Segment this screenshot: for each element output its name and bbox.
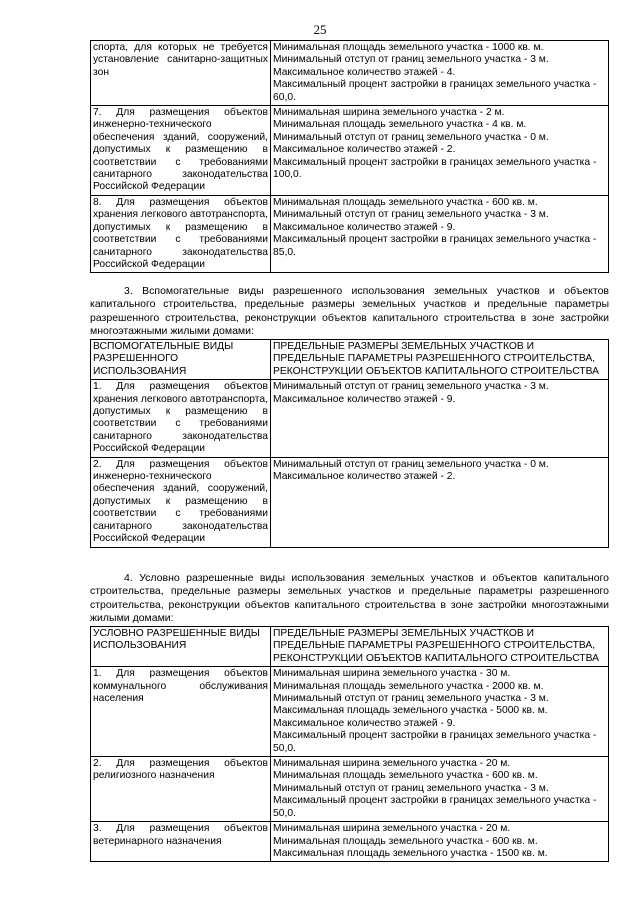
table-auxiliary-uses [90,339,609,548]
params-cell [271,41,609,106]
param-line: Максимальный процент застройки в границах земельного участка - 60,0. [273,79,597,103]
header-use: УСЛОВНО РАЗРЕШЕННЫЕ ВИДЫ ИСПОЛЬЗОВАНИЯ [91,627,271,667]
table-row [91,380,609,457]
section-3-paragraph: 3. Вспомогательные виды разрешенного использования земельных участков и объектов капитального строительства, предельные размеры земельных участков и предельные параметры разрешенного строительства, реконструкции объектов капитального строительства в зоне застройки многоэтажными жилыми домами: [90,285,609,337]
param-line: Максимальная площадь земельного участка - 5000 кв. м. [273,705,548,717]
header-use: ВСПОМОГАТЕЛЬНЫЕ ВИДЫ РАЗРЕШЕННОГО ИСПОЛЬЗОВАНИЯ [91,340,271,380]
table-header-row [91,340,609,380]
param-line: Максимальная площадь земельного участка - 1500 кв. м. [273,847,548,859]
param-line: Минимальная площадь земельного участка - 2000 кв. м. [273,680,544,692]
table-row [91,822,609,862]
table-row [91,457,609,547]
use-cell: 3. Для размещения объектов ветеринарного назначения [91,822,271,862]
params-cell [271,106,609,196]
param-line: Минимальная площадь земельного участка - 4 кв. м. [273,119,527,131]
params-cell [271,195,609,272]
param-line: Максимальное количество этажей - 9. [273,221,456,233]
param-line: Минимальный отступ от границ земельного участка - 3 м. [273,693,549,705]
page-number: 25 [313,22,327,37]
param-line: Минимальная площадь земельного участка - 600 кв. м. [273,196,538,208]
table-row [91,757,609,822]
params-cell [271,667,609,757]
param-line: Минимальная ширина земельного участка - 20 м. [273,758,511,770]
table-row [91,106,609,196]
param-line: Максимальное количество этажей - 9. [273,393,456,405]
params-cell [271,757,609,822]
param-line: Минимальная ширина земельного участка - 20 м. [273,823,511,835]
param-line: Максимальное количество этажей - 4. [273,66,456,78]
use-cell: 1. Для размещения объектов коммунального обслуживания населения [91,667,271,757]
param-line: Минимальный отступ от границ земельного участка - 0 м. [273,131,549,143]
param-line: Минимальная ширина земельного участка - 2 м. [273,107,505,119]
param-line: Минимальный отступ от границ земельного участка - 0 м. [273,458,549,470]
table-conditional-uses [90,626,609,862]
use-cell: спорта, для которых не требуется установление санитарно-защитных зон [91,41,271,106]
param-line: Минимальная площадь земельного участка - 600 кв. м. [273,835,538,847]
use-cell: 1. Для размещения объектов хранения легкового автотранспорта, допустимых к размещению в соответствии с требованиями санитарного законодательства Российской Федерации [91,380,271,457]
use-cell: 8. Для размещения объектов хранения легкового автотранспорта, допустимых к размещению в соответствии с требованиями санитарного законодательства Российской Федерации [91,195,271,272]
param-line: Максимальный процент застройки в границах земельного участка - 100,0. [273,156,597,181]
param-line: Максимальное количество этажей - 9. [273,717,456,729]
use-cell: 2. Для размещения объектов религиозного назначения [91,757,271,822]
table-header-row [91,627,609,667]
table-main-uses-continued [90,40,609,273]
param-line: Максимальный процент застройки в границах земельного участка - 50,0. [273,730,597,754]
header-params: ПРЕДЕЛЬНЫЕ РАЗМЕРЫ ЗЕМЕЛЬНЫХ УЧАСТКОВ И ПРЕДЕЛЬНЫЕ ПАРАМЕТРЫ РАЗРЕШЕННОГО СТРОИТЕЛЬСТВА, РЕКОНСТРУКЦИИ ОБЪЕКТОВ КАПИТАЛЬНОГО СТРОИТЕЛЬСТВА [271,627,609,667]
header-params: ПРЕДЕЛЬНЫЕ РАЗМЕРЫ ЗЕМЕЛЬНЫХ УЧАСТКОВ И ПРЕДЕЛЬНЫЕ ПАРАМЕТРЫ РАЗРЕШЕННОГО СТРОИТЕЛЬСТВА, РЕКОНСТРУКЦИИ ОБЪЕКТОВ КАПИТАЛЬНОГО СТРОИТЕЛЬСТВА [271,340,609,380]
table-row [91,667,609,757]
param-line: Минимальная площадь земельного участка - 600 кв. м. [273,770,538,782]
param-line: Максимальный процент застройки в границах земельного участка - 50,0. [273,795,597,819]
param-line: Максимальное количество этажей - 2. [273,144,456,156]
params-cell [271,457,609,547]
param-line: Максимальное количество этажей - 2. [273,471,456,483]
param-line: Максимальный процент застройки в границах земельного участка - 85,0. [273,234,597,258]
table-row [91,41,609,106]
param-line: Минимальный отступ от границ земельного участка - 3 м. [273,381,549,393]
param-line: Минимальная площадь земельного участка - 1000 кв. м. [273,42,544,53]
table-row [91,195,609,272]
use-cell: 2. Для размещения объектов инженерно-технического обеспечения зданий, сооружений, допустимых к размещению в соответствии с требованиями санитарного законодательства Российской Федерации [91,457,271,547]
param-line: Минимальный отступ от границ земельного участка - 3 м. [273,54,549,66]
param-line: Минимальная ширина земельного участка - 30 м. [273,668,511,680]
use-cell: 7. Для размещения объектов инженерно-технического обеспечения зданий, сооружений, допустимых к размещению в соответствии с требованиями санитарного законодательства Российской Федерации [91,106,271,196]
param-line: Минимальный отступ от границ земельного участка - 3 м. [273,782,549,794]
section-4-paragraph: 4. Условно разрешенные виды использования земельных участков и объектов капитального строительства, предельные размеры земельных участков и предельные параметры разрешенного строительства, реконструкции объектов капитального строительства в зоне застройки многоэтажными жилыми домами: [90,572,609,624]
params-cell [271,380,609,457]
params-cell [271,822,609,862]
param-line: Минимальный отступ от границ земельного участка - 3 м. [273,209,549,221]
